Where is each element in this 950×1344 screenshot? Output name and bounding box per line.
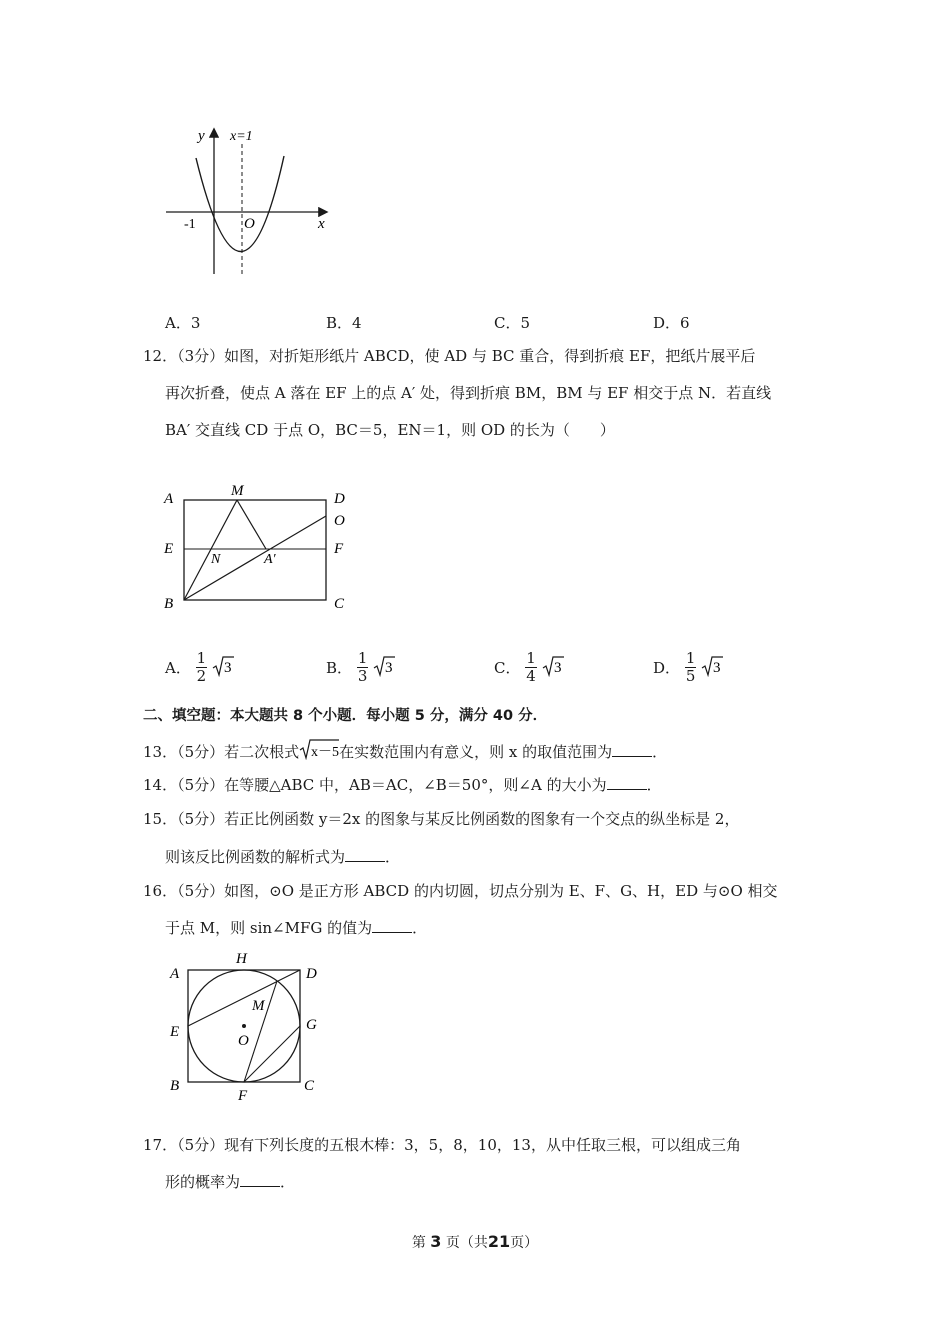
- center-point: [242, 1024, 246, 1028]
- label-b: B: [164, 596, 174, 612]
- label-b: B: [170, 1078, 180, 1094]
- q13-answer-blank[interactable]: [612, 743, 652, 757]
- page-footer: 第 3 页（共21页）: [411, 1232, 539, 1251]
- q14-score: （5分）: [177, 776, 225, 794]
- segment-bo: [184, 516, 326, 600]
- svg-text:3: 3: [223, 659, 232, 676]
- q12-text-line1: 如图，对折矩形纸片 ABCD，使 AD 与 BC 重合，得到折痕 EF，把纸片展平后: [224, 347, 756, 365]
- section-2-heading: 二、填空题：本大题共 8 个小题．每小题 5 分，满分 40 分．: [143, 708, 548, 724]
- label-e: E: [164, 541, 174, 557]
- segment-ma-prime: [237, 500, 266, 549]
- q11-option-b: B．4: [326, 314, 362, 332]
- segment-fg: [244, 1026, 300, 1082]
- label-c: C: [304, 1078, 315, 1094]
- q12-option-a-sqrt: [212, 655, 234, 681]
- q12-text-line2: 再次折叠，使点 A 落在 EF 上的点 A′ 处，得到折痕 BM，BM 与 EF 相交于点 N．若直线: [165, 384, 772, 402]
- q15-text-line1: 若正比例函数 y＝2x 的图象与某反比例函数的图象有一个交点的纵坐标是 2，: [224, 810, 740, 828]
- q16-score: （5分）: [177, 882, 225, 900]
- q12-option-b: B． $\frac{1}{3}$ 3: [326, 650, 395, 685]
- q17-number: 17．: [143, 1136, 178, 1154]
- label-c: C: [334, 596, 345, 612]
- q11-option-d: D．6: [653, 314, 690, 332]
- label-n: N: [211, 552, 221, 567]
- label-a-prime: A′: [264, 552, 276, 567]
- q12-option-b-fraction: $\frac{1}{3}$: [357, 649, 368, 685]
- parabola-figure: [160, 122, 340, 282]
- page-number: 3: [430, 1232, 442, 1251]
- q16-number: 16．: [143, 882, 178, 900]
- q12-option-b-sqrt: [373, 655, 395, 681]
- segment-ed: [188, 970, 300, 1026]
- svg-text:3: 3: [713, 659, 721, 676]
- label-d: D: [334, 491, 345, 507]
- svg-text:3: 3: [385, 659, 393, 676]
- q12-option-d: D． $\frac{1}{5}$ 3: [653, 650, 723, 685]
- radical-sign-icon: [212, 655, 234, 677]
- q13-text-pre: 若二次根式: [224, 743, 300, 761]
- q17-answer-blank[interactable]: [240, 1173, 280, 1187]
- q15-score: （5分）: [177, 810, 225, 828]
- q13-radical: [299, 738, 339, 764]
- q12-option-a-fraction: $\frac{1}{2}$: [196, 649, 207, 685]
- label-f: F: [238, 1088, 248, 1104]
- q15-answer-blank[interactable]: [345, 848, 385, 862]
- rectangle-fold-figure: [158, 478, 358, 618]
- inscribed-circle-figure: [162, 948, 332, 1108]
- q12-option-d-sqrt: [701, 655, 723, 681]
- symmetry-axis-label: x=1: [230, 129, 253, 144]
- q15-text-line2: 则该反比例函数的解析式为: [165, 848, 346, 866]
- radical-sign-icon: [701, 655, 723, 677]
- radical-sign-icon: [373, 655, 395, 677]
- label-m: M: [231, 483, 244, 499]
- q11-option-a: A．3: [165, 314, 201, 332]
- q14-answer-blank[interactable]: [607, 776, 647, 790]
- q12-text-line3: BA′ 交直线 CD 于点 O，BC＝5，EN＝1，则 OD 的长为（ ）: [165, 421, 615, 439]
- question-13: 13．（5分）若二次根式 x－5 在实数范围内有意义，则 x 的取值范围为 ．: [143, 738, 667, 764]
- q13-score: （5分）: [177, 743, 225, 761]
- label-e: E: [170, 1024, 180, 1040]
- y-axis-label: y: [198, 128, 205, 144]
- q12-option-c-fraction: $\frac{1}{4}$: [526, 649, 536, 685]
- label-o: O: [238, 1033, 249, 1049]
- q11-option-c: C．5: [494, 314, 531, 332]
- svg-text:x－5: x－5: [311, 745, 340, 760]
- q14-number: 14．: [143, 776, 178, 794]
- q14-text: 在等腰△ABC 中，AB＝AC，∠B＝50°，则∠A 的大小为: [224, 776, 607, 794]
- x-axis-label: x: [318, 216, 325, 232]
- svg-text:3: 3: [553, 659, 562, 676]
- label-a: A: [164, 491, 174, 507]
- label-d: D: [306, 966, 317, 982]
- q12-option-c-sqrt: [542, 655, 564, 681]
- parabola-curve: [196, 156, 284, 252]
- segment-fm: [244, 981, 277, 1082]
- q12-option-a: A． $\frac{1}{2}$ 3: [165, 650, 234, 685]
- total-pages: 21: [487, 1232, 511, 1251]
- label-m: M: [252, 998, 265, 1014]
- q12-option-d-fraction: $\frac{1}{5}$: [685, 649, 696, 685]
- q12-number: 12．: [143, 347, 178, 365]
- minus-one-label: -1: [184, 217, 196, 232]
- q13-text-post: 在实数范围内有意义，则 x 的取值范围为: [339, 743, 613, 761]
- label-a: A: [170, 966, 180, 982]
- q16-text-line2: 于点 M，则 sin∠MFG 的值为: [165, 919, 373, 937]
- q12-score: （3分）: [177, 347, 225, 365]
- q12-option-c: C． $\frac{1}{4}$ 3: [494, 650, 564, 685]
- radical-sign-icon: [542, 655, 564, 677]
- label-f: F: [334, 541, 344, 557]
- label-h: H: [236, 951, 247, 967]
- q17-score: （5分）: [177, 1136, 225, 1154]
- origin-label: O: [244, 216, 255, 232]
- q17-text-line1: 现有下列长度的五根木棒：3，5，8，10，13，从中任取三根，可以组成三角: [224, 1136, 741, 1154]
- q15-number: 15．: [143, 810, 178, 828]
- q13-number: 13．: [143, 743, 178, 761]
- label-g: G: [306, 1017, 317, 1033]
- q16-answer-blank[interactable]: [372, 919, 412, 933]
- q17-text-line2: 形的概率为: [165, 1173, 241, 1191]
- radical-sign-icon: [299, 738, 339, 760]
- rectangle-abcd: [184, 500, 326, 600]
- question-14: 14．（5分）在等腰△ABC 中，AB＝AC，∠B＝50°，则∠A 的大小为 ．: [143, 776, 662, 794]
- q16-text-line1: 如图，⊙O 是正方形 ABCD 的内切圆，切点分别为 E、F、G、H，ED 与⊙O 相交: [224, 882, 778, 900]
- label-o: O: [334, 513, 345, 529]
